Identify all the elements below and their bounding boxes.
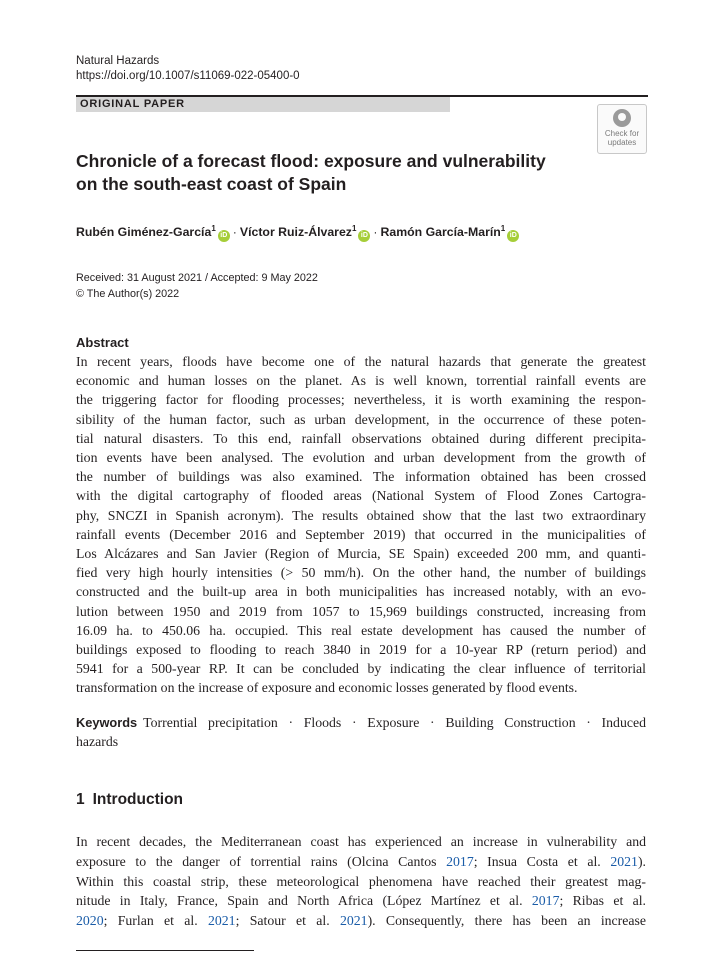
check-updates-line2: updates — [607, 138, 637, 147]
abstract-line: constructed and the built-up area in both municipalities has increased notably, with an evo- — [76, 584, 646, 600]
abstract-line: tion events have been analysed. The evolution and urban development from the growth of — [76, 450, 646, 466]
title-line-2: on the south-east coast of Spain — [76, 174, 347, 194]
title-line-1: Chronicle of a forecast flood: exposure and vulnerability — [76, 151, 546, 171]
abstract-line: 5941 for a 500-year RP. It can be concluded by indicating the clear influence of territorial — [76, 661, 646, 677]
section-number: 1 — [76, 791, 85, 808]
abstract-line: sibility of the human factor, such as urban development, in the occurrence of these poten- — [76, 411, 646, 427]
author-affiliation: 1 — [211, 224, 216, 233]
copyright: © The Author(s) 2022 — [76, 288, 180, 300]
intro-line: 2020; Furlan et al. 2021; Satour et al. 2021). Consequently, there has been an increase — [76, 913, 647, 929]
article-type-badge — [76, 97, 450, 112]
doi-link[interactable]: https://doi.org/10.1007/s11069-022-05400-0 — [76, 70, 300, 82]
received-accepted: Received: 31 August 2021 / Accepted: 9 May 2022 — [76, 272, 318, 284]
abstract-line: with the digital cartography of flooded areas (National System of Flood Zones Cartogra- — [76, 488, 646, 504]
citation-link[interactable]: 2017 — [531, 893, 560, 909]
author-name: Víctor Ruiz-Álvarez — [239, 225, 352, 240]
publication-dates — [76, 270, 318, 302]
keywords-list-continued: hazards — [76, 734, 119, 750]
abstract-line: buildings exposed to flooding to reach 3840 in 2019 for a 10-year RP (return period) and — [76, 642, 646, 658]
author-list — [76, 224, 519, 242]
intro-line: In recent decades, the Mediterranean coast has experienced an increase in vulnerability and — [76, 834, 646, 849]
author-3[interactable] — [381, 225, 520, 239]
abstract-line: 16.09 ha. to 450.06 ha. occupied. This real estate development has caused the number of — [76, 622, 646, 638]
author-name: Rubén Giménez-García — [76, 225, 212, 240]
check-for-updates-button[interactable] — [597, 104, 647, 154]
abstract-line: tial natural disasters. To this end, rainfall observations obtained during different precipita- — [76, 430, 646, 446]
footnote-rule — [76, 950, 254, 951]
author-affiliation: 1 — [351, 224, 357, 233]
author-name: Ramón García-Marín — [380, 225, 501, 240]
author-1[interactable] — [76, 225, 230, 239]
paper-title — [76, 150, 596, 196]
abstract-heading: Abstract — [76, 335, 129, 350]
orcid-icon[interactable]: iD — [507, 230, 519, 242]
abstract-line: rainfall events (December 2016 and September 2019) that occurred in the municipalities of — [76, 526, 646, 542]
journal-info — [76, 54, 300, 84]
citation-link[interactable]: 2021 — [610, 853, 638, 869]
abstract-line: transformation on the increase of exposure and economic losses generated by flood events. — [76, 680, 578, 696]
abstract-line: economic and human losses on the planet. As is well known, torrential rainfall events are — [76, 373, 646, 389]
abstract-line: In recent years, floods have become one of the natural hazards that generate the greatest — [76, 354, 646, 369]
check-for-updates-icon — [613, 109, 631, 127]
intro-line: Within this coastal strip, these meteorological phenomena have reached their greatest mag- — [76, 873, 646, 889]
author-affiliation: 1 — [500, 224, 506, 233]
abstract-line: the triggering factor for flooding processes; nevertheless, it is worth examining the respon- — [76, 392, 646, 408]
introduction-body — [76, 832, 646, 931]
keywords — [76, 713, 646, 751]
intro-line: exposure to the danger of torrential rains (Olcina Cantos 2017; Insua Costa et al. 2021). — [76, 853, 646, 869]
citation-link[interactable]: 2020 — [76, 913, 104, 929]
abstract-line: the number of buildings was also examined. The information obtained has been crossed — [76, 469, 646, 485]
author-separator: · — [373, 225, 378, 240]
section-title: Introduction — [92, 791, 184, 808]
orcid-icon[interactable]: iD — [218, 230, 230, 242]
abstract-line: fied very high hourly intensities (> 50 mm/h). On the other hand, the number of buildings — [76, 565, 646, 581]
journal-name: Natural Hazards — [76, 55, 160, 67]
intro-line: nitude in Italy, France, Spain and North Africa (López Martínez et al. 2017; Ribas et al. — [76, 893, 646, 909]
keywords-list: Torrential precipitation · Floods · Exposure · Building Construction · Induced — [143, 715, 646, 730]
author-separator: · — [232, 225, 237, 240]
abstract-line: Los Alcázares and San Javier (Region of Murcia, SE Spain) exceeded 200 mm, and quanti- — [76, 546, 646, 562]
section-heading-introduction — [76, 791, 183, 809]
citation-link[interactable]: 2017 — [446, 853, 474, 869]
abstract-line: phy, SNCZI in Spanish acronym). The results obtained show that the last two extraordinary — [76, 507, 646, 523]
keywords-label: Keywords — [76, 715, 138, 730]
abstract-body — [76, 352, 646, 698]
citation-link[interactable]: 2021 — [339, 913, 368, 929]
orcid-icon[interactable]: iD — [358, 230, 370, 242]
citation-link[interactable]: 2021 — [207, 913, 236, 929]
abstract-line: lution between 1950 and 2019 from 1057 to 15,969 buildings constructed, increasing from — [76, 603, 646, 619]
article-type-label: ORIGINAL PAPER — [80, 98, 185, 110]
author-2[interactable] — [240, 225, 371, 239]
check-updates-line1: Check for — [604, 129, 640, 138]
